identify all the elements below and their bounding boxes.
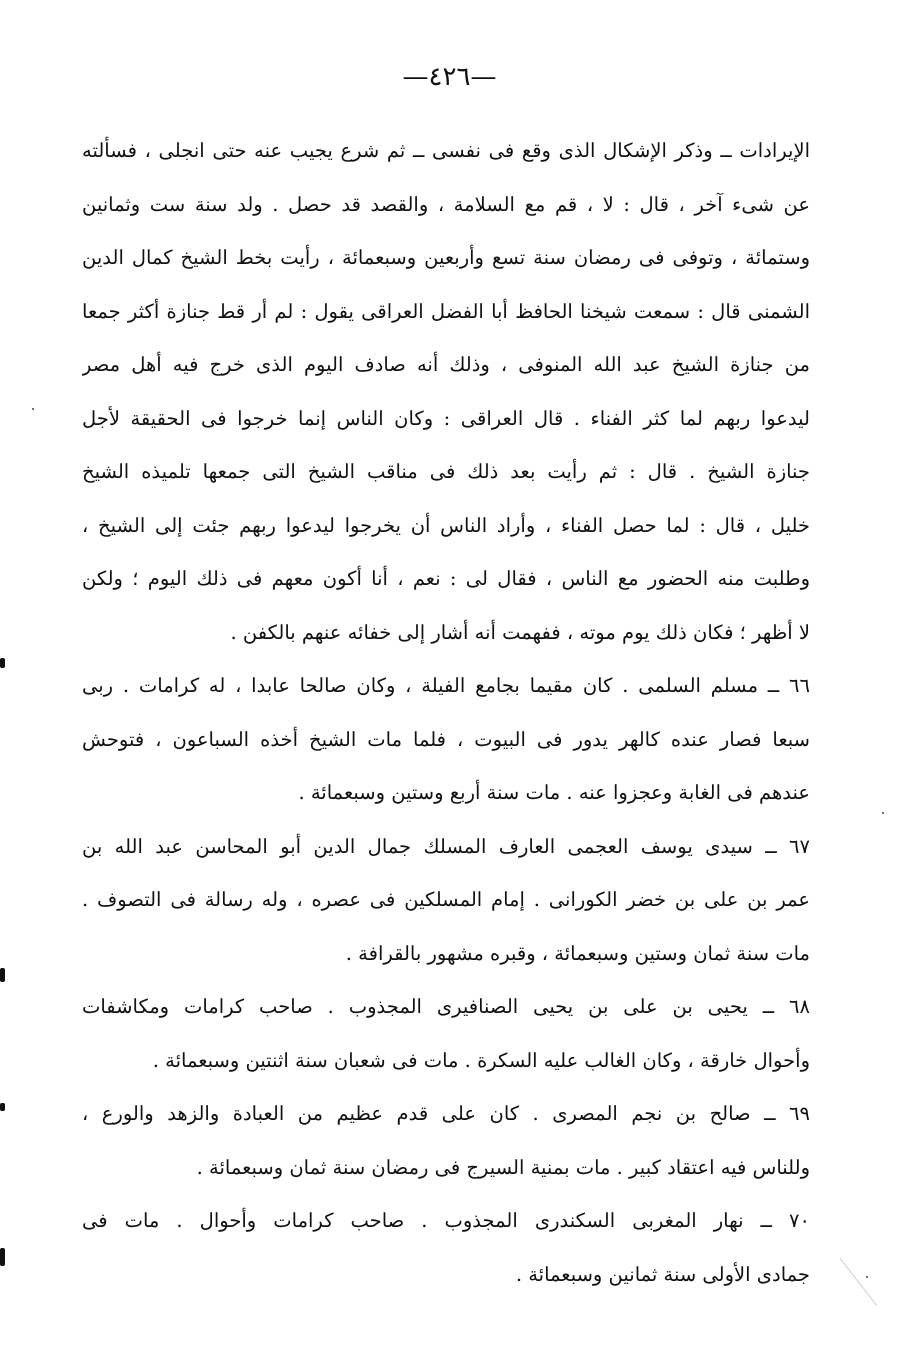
- text-line: الشمنى قال : سمعت شيخنا الحافظ أبا الفضل العراقى يقول : لم أر قط جنازة أكثر جمعا: [82, 299, 810, 323]
- text-line: سبعا فصار عنده كالهر يدور فى البيوت ، فلما مات الشيخ أخذه السباعون ، فتوحش: [82, 727, 810, 751]
- paper-speck: [866, 1276, 868, 1278]
- paper-speck: [882, 812, 884, 814]
- binding-mark: [0, 1248, 5, 1266]
- text-line: ليدعوا ربهم لما كثر الفناء . قال العراقى : وكان الناس إنما خرجوا فى الحقيقة لأجل: [82, 406, 810, 430]
- text-line: جمادى الأولى سنة ثمانين وسبعمائة .: [515, 1262, 810, 1286]
- text-line: لا أظهر ؛ فكان ذلك يوم موته ، ففهمت أنه أشار إلى خفائه عنهم بالكفن .: [230, 620, 810, 644]
- text-line: الإيرادات ــ وذكر الإشكال الذى وقع فى نفسى ــ ثم شرع يجيب عنه حتى انجلى ، فسألته: [82, 139, 810, 162]
- binding-mark: [0, 1103, 5, 1111]
- entry-70-line: ٧٠ ــ نهار المغربى السكندرى المجذوب . صاحب كرامات وأحوال . مات فى: [82, 1209, 810, 1232]
- text-line: جنازة الشيخ . قال : ثم رأيت بعد ذلك فى مناقب الشيخ التى جمعها تلميذه الشيخ: [82, 460, 810, 483]
- paper-speck: [32, 408, 34, 410]
- text-line: وستمائة ، وتوفى فى رمضان سنة تسع وأربعين وسبعمائة ، رأيت بخط الشيخ كمال الدين: [82, 246, 810, 269]
- text-line: عمر بن على بن خضر الكورانى . إمام المسلكين فى عصره ، وله رسالة فى التصوف .: [82, 888, 810, 911]
- paper-crease: [840, 1258, 878, 1306]
- body-text: [82, 124, 810, 1301]
- text-line: وطلبت منه الحضور مع الناس ، فقال لى : نعم ، أنا أكون معهم فى ذلك اليوم ؛ ولكن: [82, 567, 810, 590]
- text-line: عن شىء آخر ، قال : لا ، قم مع السلامة ، والقصد قد حصل . ولد سنة ست وثمانين: [82, 192, 810, 216]
- entry-67-line: ٦٧ ــ سيدى يوسف العجمى العارف المسلك جمال الدين أبو المحاسن عبد الله بن: [82, 834, 810, 858]
- text-line: وللناس فيه اعتقاد كبير . مات بمنية السيرج فى رمضان سنة ثمان وسبعمائة .: [196, 1155, 810, 1179]
- binding-mark: [0, 658, 5, 668]
- entry-68-line: ٦٨ ــ يحيى بن على بن يحيى الصنافيرى المجذوب . صاحب كرامات ومكاشفات: [82, 995, 810, 1018]
- text-line: عندهم فى الغابة وعجزوا عنه . مات سنة أربع وستين وسبعمائة .: [298, 781, 810, 804]
- text-line: خليل ، قال : لما حصل الفناء ، وأراد الناس أن يخرجوا ليدعوا ربهم جئت إلى الشيخ ،: [82, 513, 810, 537]
- text-line: وأحوال خارقة ، وكان الغالب عليه السكرة . مات فى شعبان سنة اثنتين وسبعمائة .: [152, 1048, 810, 1072]
- page-number: —٤٢٦—: [402, 62, 497, 92]
- entry-69-line: ٦٩ ــ صالح بن نجم المصرى . كان على قدم عظيم من العبادة والزهد والورع ،: [82, 1102, 810, 1125]
- entry-66-line: ٦٦ ــ مسلم السلمى . كان مقيما بجامع الفيلة ، وكان صالحا عابدا ، له كرامات . ربى: [82, 674, 810, 697]
- text-line: مات سنة ثمان وستين وسبعمائة ، وقبره مشهور بالقرافة .: [345, 941, 810, 965]
- binding-mark: [0, 968, 5, 982]
- text-line: من جنازة الشيخ عبد الله المنوفى ، وذلك أنه صادف اليوم الذى خرج فيه أهل مصر: [82, 353, 810, 376]
